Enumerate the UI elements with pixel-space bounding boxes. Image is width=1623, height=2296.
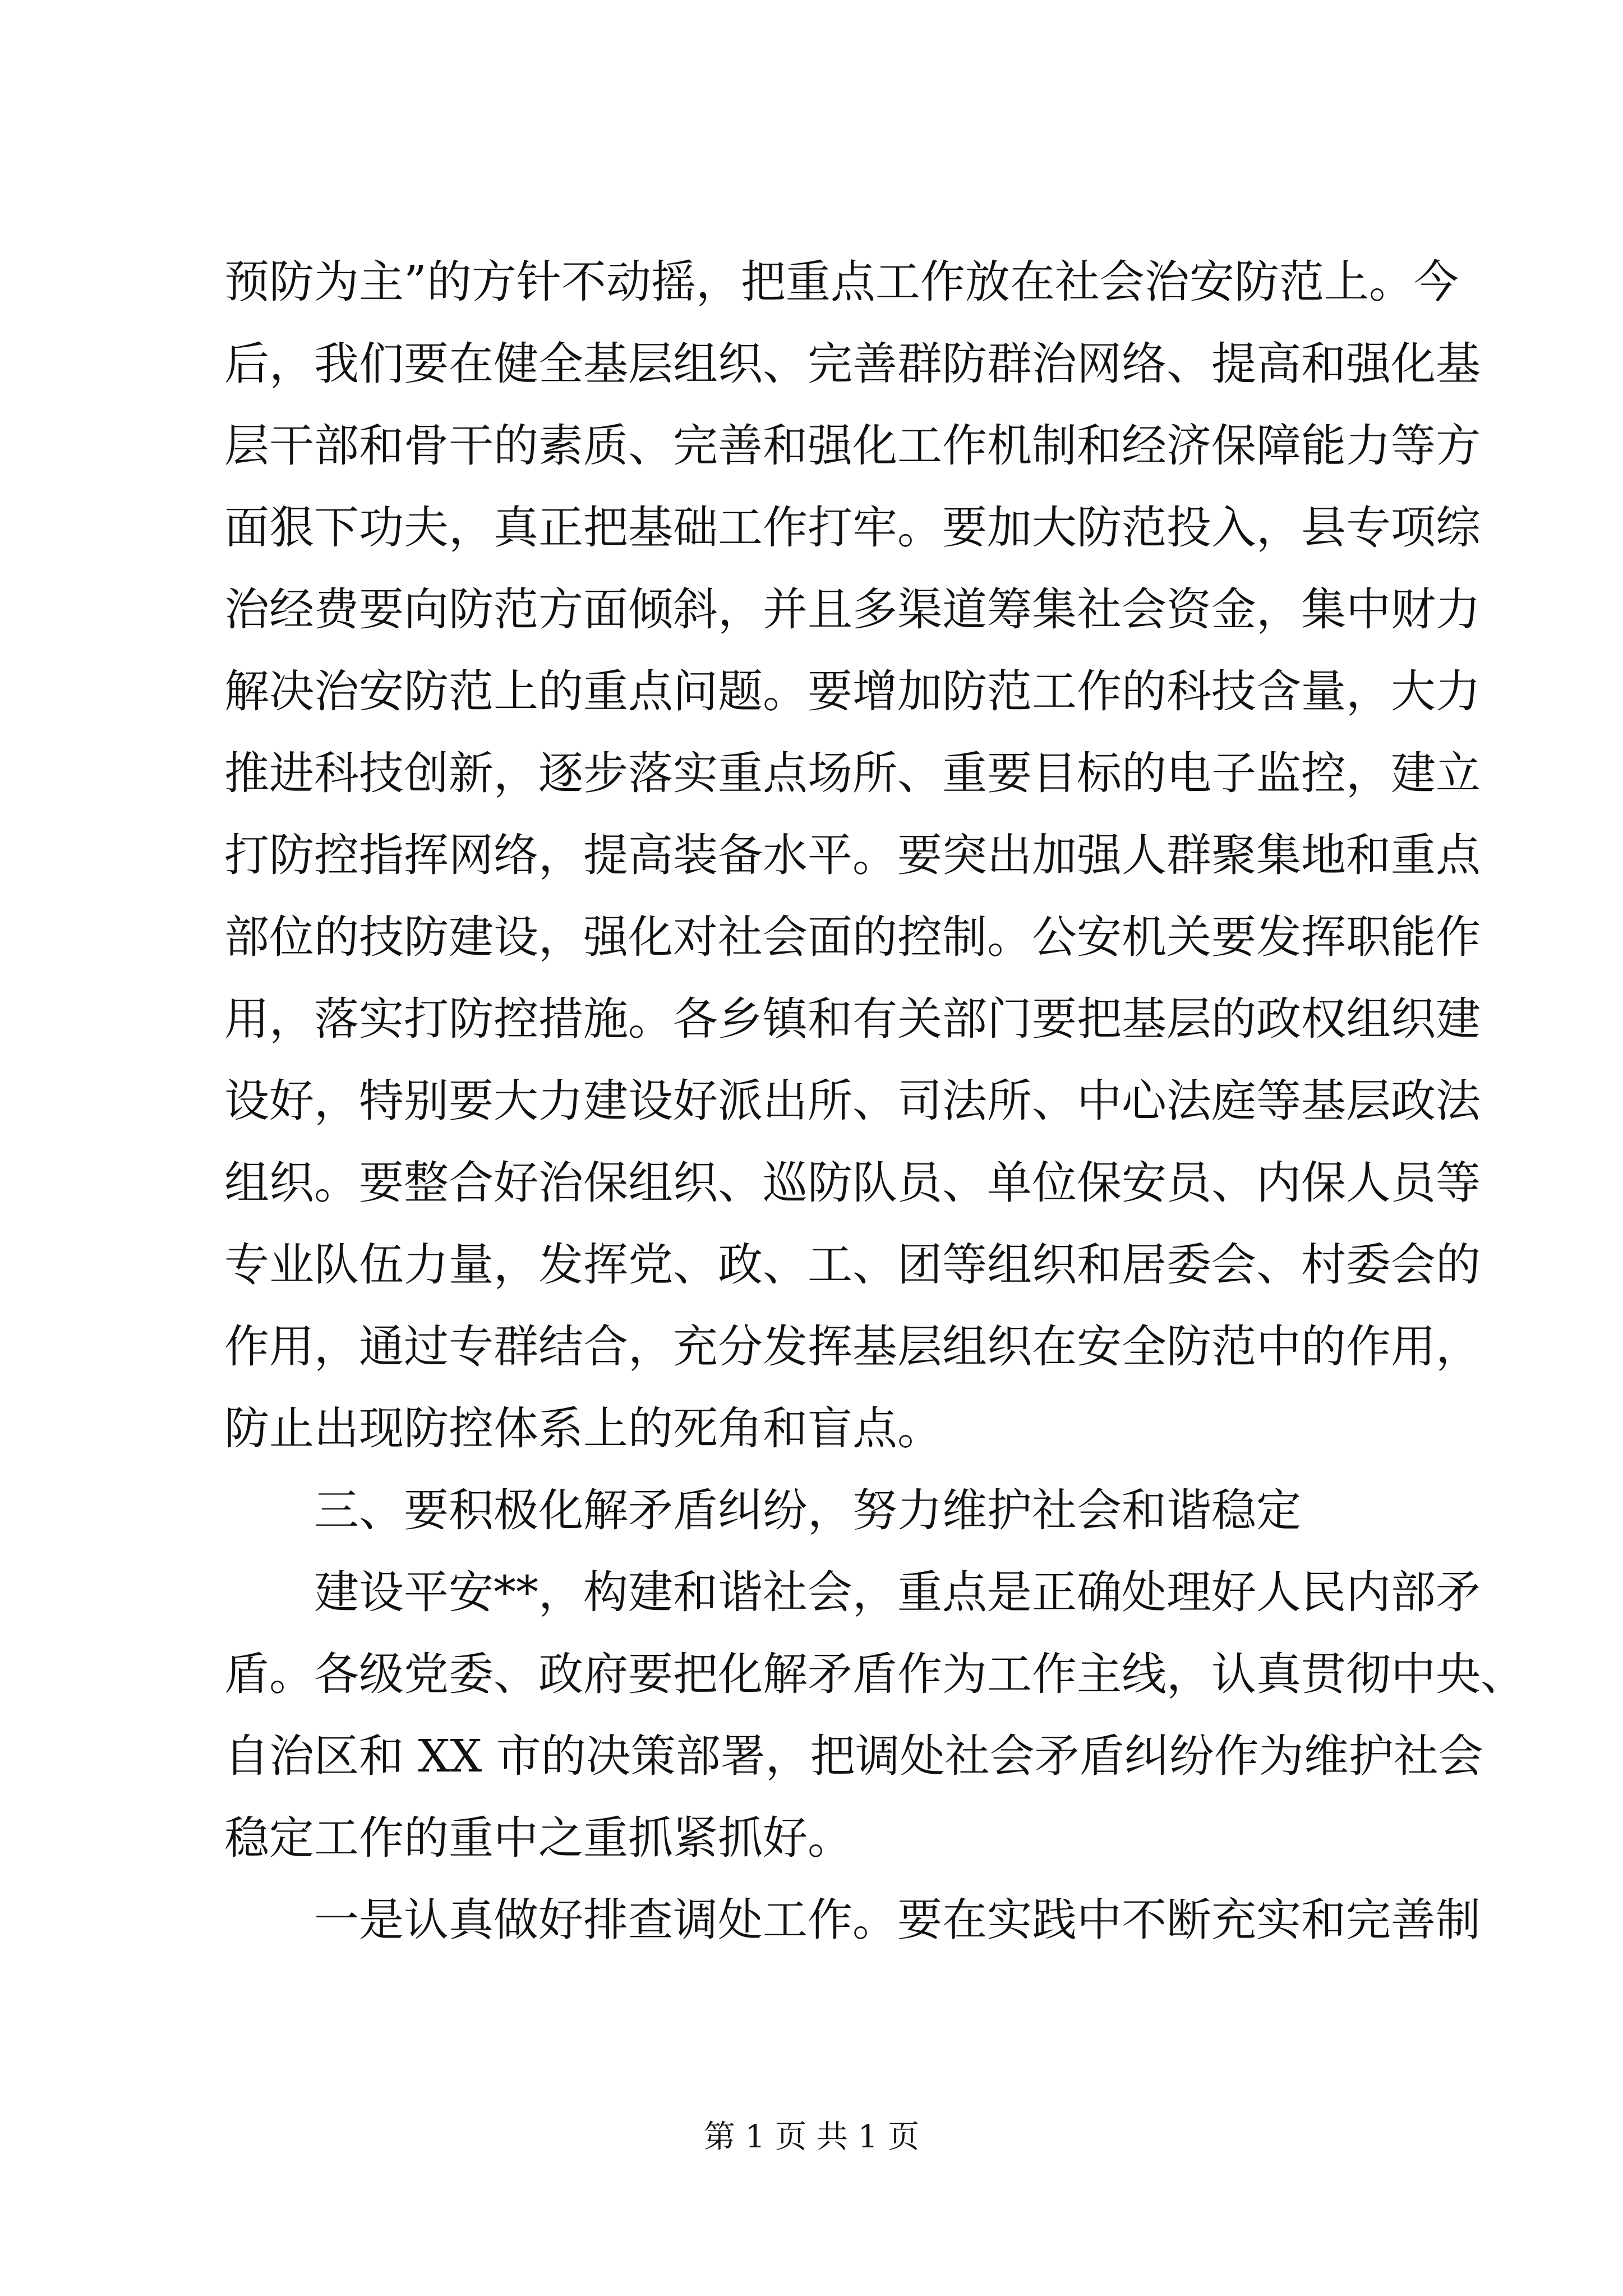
text-line: 自治区和 XX 市的决策部署，把调处社会矛盾纠纷作为维护社会 (224, 1730, 1483, 1782)
section-heading: 三、要积极化解矛盾纠纷，努力维护社会和谐稳定 (314, 1484, 1301, 1536)
text-line: 盾。各级党委、政府要把化解矛盾作为工作主线，认真贯彻中央、 (224, 1648, 1525, 1700)
text-line: 治经费要向防范方面倾斜，并且多渠道筹集社会资金，集中财力 (224, 583, 1481, 636)
text-line: 一是认真做好排查调处工作。要在实践中不断充实和完善制 (314, 1894, 1481, 1946)
document-body (224, 241, 1525, 1961)
text-line: 层干部和骨干的素质、完善和强化工作机制和经济保障能力等方 (224, 420, 1481, 472)
text-line: 专业队伍力量，发挥党、政、工、团等组织和居委会、村委会的 (224, 1239, 1481, 1291)
text-line: 面狠下功夫，真正把基础工作打牢。要加大防范投入，县专项综 (224, 501, 1481, 554)
text-line: 后，我们要在健全基层组织、完善群防群治网络、提高和强化基 (224, 338, 1481, 390)
text-line: 解决治安防范上的重点问题。要增加防范工作的科技含量，大力 (224, 665, 1481, 717)
text-line: 稳定工作的重中之重抓紧抓好。 (224, 1812, 852, 1864)
text-line: 用，落实打防控措施。各乡镇和有关部门要把基层的政权组织建 (224, 993, 1481, 1045)
page-number-footer: 第 1 页 共 1 页 (703, 2119, 920, 2155)
text-line: 防止出现防控体系上的死角和盲点。 (224, 1402, 942, 1455)
text-line: 作用，通过专群结合，充分发挥基层组织在安全防范中的作用， (224, 1320, 1481, 1373)
text-line: 设好，特别要大力建设好派出所、司法所、中心法庭等基层政法 (224, 1075, 1481, 1127)
text-line: 建设平安**，构建和谐社会，重点是正确处理好人民内部矛 (314, 1566, 1481, 1618)
text-line: 打防控指挥网络，提高装备水平。要突出加强人群聚集地和重点 (224, 829, 1481, 881)
text-line: 部位的技防建设，强化对社会面的控制。公安机关要发挥职能作 (224, 911, 1481, 963)
text-line: 推进科技创新，逐步落实重点场所、重要目标的电子监控，建立 (224, 747, 1481, 799)
text-line: 预防为主”的方针不动摇，把重点工作放在社会治安防范上。今 (224, 256, 1459, 308)
text-line: 组织。要整合好治保组织、巡防队员、单位保安员、内保人员等 (224, 1157, 1481, 1209)
